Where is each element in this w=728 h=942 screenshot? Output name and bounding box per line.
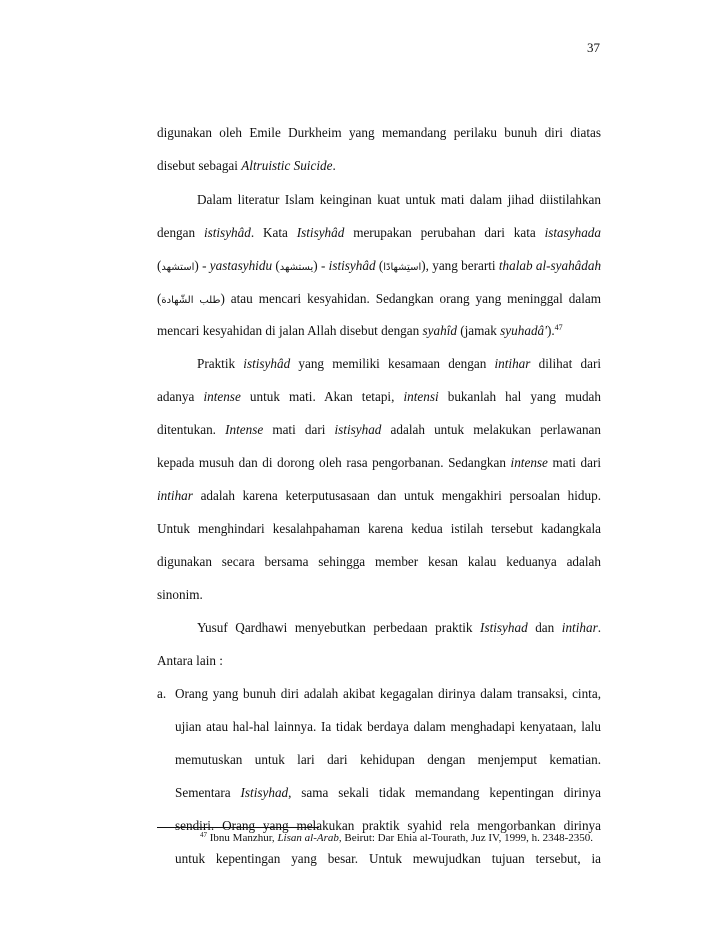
footnote-divider bbox=[157, 827, 319, 828]
arabic-text: طلب الشّهادة bbox=[161, 295, 221, 306]
list-item-line: ujian atau hal-hal lainnya. Ia tidak berdaya dalam menghadapi kenyataan, lalu bbox=[175, 719, 601, 734]
text-line: digunakan secara bersama sehingga member kesan kalau keduanya adalah bbox=[157, 554, 601, 569]
text-line: disebut sebagai Altruistic Suicide. bbox=[157, 158, 336, 173]
text-line: Antara lain : bbox=[157, 653, 223, 668]
text-line: intihar adalah karena keterputusasaan dan untuk mengakhiri persoalan hidup. bbox=[157, 488, 601, 503]
arabic-text: يستشهد bbox=[279, 262, 314, 273]
paragraph-first-line: Yusuf Qardhawi menyebutkan perbedaan praktik Istisyhad dan intihar. bbox=[197, 620, 601, 635]
arabic-text: استشهد bbox=[161, 262, 195, 273]
text-line: kepada musuh dan di dorong oleh rasa pengorbanan. Sedangkan intense mati dari bbox=[157, 455, 601, 470]
paragraph-first-line: Praktik istisyhâd yang memiliki kesamaan dengan intihar dilihat dari bbox=[197, 356, 601, 371]
paragraph-first-line: Dalam literatur Islam keinginan kuat untuk mati dalam jihad diistilahkan bbox=[197, 192, 601, 207]
footnote: $^{47}$ Ibnu Manzhur, Lisan al-Arab, Beirut: Dar Ehia al-Tourath, Juz IV, 1999, h. 2348-2350. bbox=[200, 831, 593, 844]
list-item-line: sendiri. Orang yang melakukan praktik syahid rela mengorbankan dirinya bbox=[175, 818, 601, 833]
list-item-line: memutuskan untuk lari dari kehidupan dengan menjemput kematian. bbox=[175, 752, 601, 767]
text-line: digunakan oleh Emile Durkheim yang memandang perilaku bunuh diri diatas bbox=[157, 125, 601, 140]
text-line: dengan istisyhâd. Kata Istisyhâd merupakan perubahan dari kata istasyhada bbox=[157, 225, 601, 240]
text-line: Untuk menghindari kesalahpahaman karena kedua istilah tersebut kadangkala bbox=[157, 521, 601, 536]
text-line: ditentukan. Intense mati dari istisyhad adalah untuk melakukan perlawanan bbox=[157, 422, 601, 437]
list-item-line: Orang yang bunuh diri adalah akibat kegagalan dirinya dalam transaksi, cinta, bbox=[175, 686, 601, 701]
text-line: adanya intense untuk mati. Akan tetapi, intensi bukanlah hal yang mudah bbox=[157, 389, 601, 404]
text-line: (استشهد) - yastasyhidu (يستشهد) - istisyhâd (استِشهادًا), yang berarti thalab al-syahâdah bbox=[157, 258, 602, 273]
page-number: 37 bbox=[587, 40, 600, 55]
text-line: (طلب الشّهادة) atau mencari kesyahidan. Sedangkan orang yang meninggal dalam bbox=[157, 291, 601, 306]
list-marker: a. bbox=[157, 686, 167, 701]
footnote-reference: 47 bbox=[554, 323, 563, 332]
list-item-line: untuk kepentingan yang besar. Untuk mewujudkan tujuan tersebut, ia bbox=[175, 851, 601, 866]
arabic-text: استِشهادًا bbox=[383, 262, 422, 273]
list-item-line: Sementara Istisyhad, sama sekali tidak memandang kepentingan dirinya bbox=[175, 785, 602, 800]
text-line: mencari kesyahidan di jalan Allah disebut dengan syahîd (jamak syuhadâ').$^{47}$ bbox=[157, 323, 563, 338]
text-line: sinonim. bbox=[157, 587, 203, 602]
